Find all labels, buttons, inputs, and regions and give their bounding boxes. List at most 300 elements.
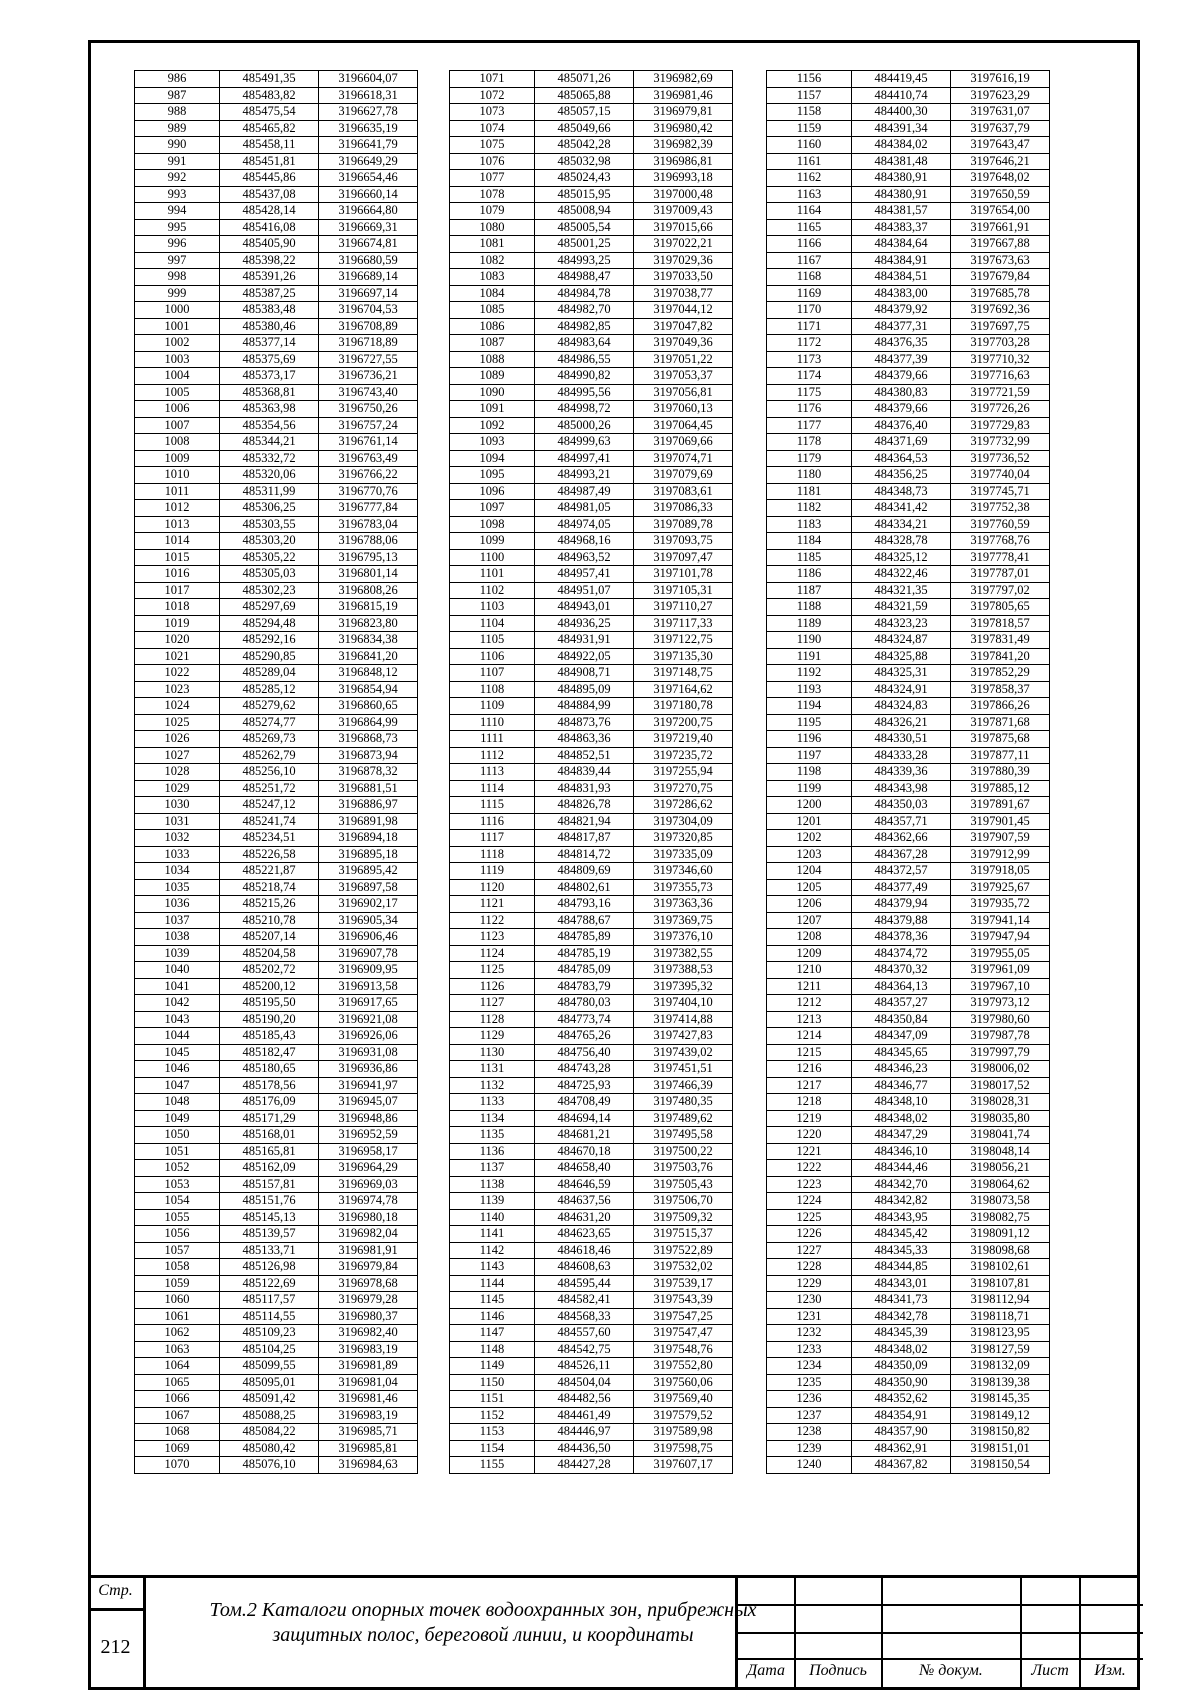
y-coordinate: 3197650,59 — [951, 186, 1050, 203]
y-coordinate: 3196808,26 — [319, 582, 418, 599]
table-row — [135, 533, 418, 550]
x-coordinate: 484330,51 — [852, 731, 951, 748]
y-coordinate: 3197569,40 — [634, 1391, 733, 1408]
y-coordinate: 3198150,54 — [951, 1457, 1050, 1474]
point-number: 1015 — [135, 549, 220, 566]
y-coordinate: 3196964,29 — [319, 1160, 418, 1177]
table-row — [135, 87, 418, 104]
y-coordinate: 3196750,26 — [319, 401, 418, 418]
y-coordinate: 3197022,21 — [634, 236, 733, 253]
table-row — [450, 747, 733, 764]
x-coordinate: 485001,25 — [535, 236, 634, 253]
x-coordinate: 485262,79 — [220, 747, 319, 764]
y-coordinate: 3197506,70 — [634, 1193, 733, 1210]
y-coordinate: 3197607,17 — [634, 1457, 733, 1474]
x-coordinate: 484908,71 — [535, 665, 634, 682]
x-coordinate: 484343,98 — [852, 780, 951, 797]
coordinate-table-1 — [134, 70, 418, 1474]
y-coordinate: 3196777,84 — [319, 500, 418, 517]
table-row — [135, 698, 418, 715]
y-coordinate: 3197667,88 — [951, 236, 1050, 253]
y-coordinate: 3196895,42 — [319, 863, 418, 880]
table-row — [767, 912, 1050, 929]
x-coordinate: 484350,84 — [852, 1011, 951, 1028]
table-row — [135, 945, 418, 962]
y-coordinate: 3197752,38 — [951, 500, 1050, 517]
date-column-label: Дата — [747, 1662, 785, 1679]
x-coordinate: 484347,29 — [852, 1127, 951, 1144]
table-row — [767, 417, 1050, 434]
point-number: 1102 — [450, 582, 535, 599]
x-coordinate: 485458,11 — [220, 137, 319, 154]
table-row — [450, 1242, 733, 1259]
x-coordinate: 484324,91 — [852, 681, 951, 698]
point-number: 1106 — [450, 648, 535, 665]
point-number: 1115 — [450, 797, 535, 814]
point-number: 1088 — [450, 351, 535, 368]
x-coordinate: 484831,93 — [535, 780, 634, 797]
table-row — [450, 87, 733, 104]
point-number: 1060 — [135, 1292, 220, 1309]
table-row — [135, 780, 418, 797]
y-coordinate: 3197589,98 — [634, 1424, 733, 1441]
y-coordinate: 3196982,39 — [634, 137, 733, 154]
table-row — [767, 615, 1050, 632]
table-row — [767, 747, 1050, 764]
point-number: 1013 — [135, 516, 220, 533]
table-row — [450, 1209, 733, 1226]
point-number: 1070 — [135, 1457, 220, 1474]
point-number: 1103 — [450, 599, 535, 616]
y-coordinate: 3196783,04 — [319, 516, 418, 533]
point-number: 1085 — [450, 302, 535, 319]
x-coordinate: 484379,66 — [852, 401, 951, 418]
y-coordinate: 3198041,74 — [951, 1127, 1050, 1144]
table-row — [135, 203, 418, 220]
x-coordinate: 485122,69 — [220, 1275, 319, 1292]
point-number: 1003 — [135, 351, 220, 368]
x-coordinate: 485215,26 — [220, 896, 319, 913]
table-row — [450, 1325, 733, 1342]
point-number: 1140 — [450, 1209, 535, 1226]
x-coordinate: 484993,21 — [535, 467, 634, 484]
x-coordinate: 484981,05 — [535, 500, 634, 517]
point-number: 1046 — [135, 1061, 220, 1078]
point-number: 1007 — [135, 417, 220, 434]
x-coordinate: 484391,34 — [852, 120, 951, 137]
y-coordinate: 3196868,73 — [319, 731, 418, 748]
y-coordinate: 3197388,53 — [634, 962, 733, 979]
table-row — [135, 104, 418, 121]
y-coordinate: 3196905,34 — [319, 912, 418, 929]
x-coordinate: 484376,40 — [852, 417, 951, 434]
table-row — [767, 698, 1050, 715]
x-coordinate: 485065,88 — [535, 87, 634, 104]
point-number: 1206 — [767, 896, 852, 913]
x-coordinate: 484990,82 — [535, 368, 634, 385]
point-number: 1191 — [767, 648, 852, 665]
table-row — [450, 780, 733, 797]
point-number: 1009 — [135, 450, 220, 467]
y-coordinate: 3197637,79 — [951, 120, 1050, 137]
point-number: 1181 — [767, 483, 852, 500]
x-coordinate: 484793,16 — [535, 896, 634, 913]
point-number: 1000 — [135, 302, 220, 319]
y-coordinate: 3197503,76 — [634, 1160, 733, 1177]
point-number: 1222 — [767, 1160, 852, 1177]
y-coordinate: 3197885,12 — [951, 780, 1050, 797]
x-coordinate: 484852,51 — [535, 747, 634, 764]
point-number: 1136 — [450, 1143, 535, 1160]
point-number: 1199 — [767, 780, 852, 797]
y-coordinate: 3197382,55 — [634, 945, 733, 962]
y-coordinate: 3197552,80 — [634, 1358, 733, 1375]
table-row — [767, 285, 1050, 302]
point-number: 1063 — [135, 1341, 220, 1358]
y-coordinate: 3196635,19 — [319, 120, 418, 137]
y-coordinate: 3198149,12 — [951, 1407, 1050, 1424]
x-coordinate: 484346,10 — [852, 1143, 951, 1160]
y-coordinate: 3197760,59 — [951, 516, 1050, 533]
y-coordinate: 3197500,22 — [634, 1143, 733, 1160]
point-number: 1221 — [767, 1143, 852, 1160]
point-number: 1196 — [767, 731, 852, 748]
point-number: 1215 — [767, 1044, 852, 1061]
point-number: 1187 — [767, 582, 852, 599]
document-title — [163, 1598, 803, 1648]
x-coordinate: 484963,52 — [535, 549, 634, 566]
table-row — [450, 566, 733, 583]
x-coordinate: 484357,27 — [852, 995, 951, 1012]
point-number: 1112 — [450, 747, 535, 764]
table-row — [135, 549, 418, 566]
x-coordinate: 485000,26 — [535, 417, 634, 434]
point-number: 1133 — [450, 1094, 535, 1111]
document-title-line-1: Том.2 Каталоги опорных точек водоохранных зон, прибрежных — [209, 1599, 757, 1621]
y-coordinate: 3196848,12 — [319, 665, 418, 682]
y-coordinate: 3196815,19 — [319, 599, 418, 616]
table-row — [135, 120, 418, 137]
point-number: 1154 — [450, 1440, 535, 1457]
y-coordinate: 3197961,09 — [951, 962, 1050, 979]
y-coordinate: 3198123,95 — [951, 1325, 1050, 1342]
table-row — [767, 1259, 1050, 1276]
point-number: 1038 — [135, 929, 220, 946]
table-row — [450, 1341, 733, 1358]
table-row — [767, 434, 1050, 451]
y-coordinate: 3196979,81 — [634, 104, 733, 121]
y-coordinate: 3197495,58 — [634, 1127, 733, 1144]
x-coordinate: 484381,57 — [852, 203, 951, 220]
point-number: 1223 — [767, 1176, 852, 1193]
table-row — [767, 681, 1050, 698]
table-row — [767, 533, 1050, 550]
x-coordinate: 484788,67 — [535, 912, 634, 929]
x-coordinate: 484321,59 — [852, 599, 951, 616]
y-coordinate: 3196981,04 — [319, 1374, 418, 1391]
table-row — [135, 896, 418, 913]
point-number: 1237 — [767, 1407, 852, 1424]
table-row — [135, 1011, 418, 1028]
point-number: 994 — [135, 203, 220, 220]
y-coordinate: 3198056,21 — [951, 1160, 1050, 1177]
table-row — [767, 830, 1050, 847]
table-row — [450, 995, 733, 1012]
y-coordinate: 3196641,79 — [319, 137, 418, 154]
table-row — [767, 269, 1050, 286]
table-row — [767, 1077, 1050, 1094]
x-coordinate: 485178,56 — [220, 1077, 319, 1094]
point-number: 1183 — [767, 516, 852, 533]
table-row — [767, 1391, 1050, 1408]
x-coordinate: 485428,14 — [220, 203, 319, 220]
x-coordinate: 485437,08 — [220, 186, 319, 203]
y-coordinate: 3197852,29 — [951, 665, 1050, 682]
coordinate-table-3 — [766, 70, 1050, 1474]
y-coordinate: 3197097,47 — [634, 549, 733, 566]
table-row — [135, 764, 418, 781]
table-row — [450, 1160, 733, 1177]
table-row — [767, 186, 1050, 203]
table-row — [135, 252, 418, 269]
table-row — [135, 1209, 418, 1226]
x-coordinate: 484357,90 — [852, 1424, 951, 1441]
x-coordinate: 484367,28 — [852, 846, 951, 863]
x-coordinate: 484325,31 — [852, 665, 951, 682]
change-column-label: Изм. — [1094, 1662, 1126, 1679]
x-coordinate: 484364,13 — [852, 978, 951, 995]
table-row — [135, 1044, 418, 1061]
y-coordinate: 3197866,26 — [951, 698, 1050, 715]
y-coordinate: 3196660,14 — [319, 186, 418, 203]
y-coordinate: 3197598,75 — [634, 1440, 733, 1457]
table-row — [767, 1358, 1050, 1375]
y-coordinate: 3198035,80 — [951, 1110, 1050, 1127]
y-coordinate: 3196860,65 — [319, 698, 418, 715]
y-coordinate: 3197049,36 — [634, 335, 733, 352]
x-coordinate: 484427,28 — [535, 1457, 634, 1474]
y-coordinate: 3197029,36 — [634, 252, 733, 269]
x-coordinate: 485218,74 — [220, 879, 319, 896]
y-coordinate: 3198151,01 — [951, 1440, 1050, 1457]
x-coordinate: 485165,81 — [220, 1143, 319, 1160]
table-row — [450, 797, 733, 814]
y-coordinate: 3197787,01 — [951, 566, 1050, 583]
point-number: 990 — [135, 137, 220, 154]
table-row — [767, 1143, 1050, 1160]
x-coordinate: 485168,01 — [220, 1127, 319, 1144]
x-coordinate: 484993,25 — [535, 252, 634, 269]
y-coordinate: 3197646,21 — [951, 153, 1050, 170]
x-coordinate: 484334,21 — [852, 516, 951, 533]
point-number: 1232 — [767, 1325, 852, 1342]
page-label: Стр. — [98, 1582, 133, 1599]
x-coordinate: 484380,83 — [852, 384, 951, 401]
y-coordinate: 3197797,02 — [951, 582, 1050, 599]
y-coordinate: 3197858,37 — [951, 681, 1050, 698]
y-coordinate: 3196788,06 — [319, 533, 418, 550]
x-coordinate: 484347,09 — [852, 1028, 951, 1045]
x-coordinate: 484324,87 — [852, 632, 951, 649]
y-coordinate: 3197047,82 — [634, 318, 733, 335]
x-coordinate: 484608,63 — [535, 1259, 634, 1276]
y-coordinate: 3196680,59 — [319, 252, 418, 269]
point-number: 1137 — [450, 1160, 535, 1177]
x-coordinate: 484350,03 — [852, 797, 951, 814]
table-row — [767, 566, 1050, 583]
table-row — [767, 1209, 1050, 1226]
x-coordinate: 485274,77 — [220, 714, 319, 731]
point-number: 1100 — [450, 549, 535, 566]
x-coordinate: 485008,94 — [535, 203, 634, 220]
x-coordinate: 484328,78 — [852, 533, 951, 550]
table-row — [767, 516, 1050, 533]
point-number: 1218 — [767, 1094, 852, 1111]
table-row — [135, 879, 418, 896]
table-row — [135, 1292, 418, 1309]
point-number: 1057 — [135, 1242, 220, 1259]
table-row — [135, 351, 418, 368]
y-coordinate: 3197355,73 — [634, 879, 733, 896]
y-coordinate: 3197539,17 — [634, 1275, 733, 1292]
x-coordinate: 485157,81 — [220, 1176, 319, 1193]
point-number: 1054 — [135, 1193, 220, 1210]
table-row — [767, 549, 1050, 566]
point-number: 1204 — [767, 863, 852, 880]
coordinate-table-2 — [449, 70, 733, 1474]
table-row — [135, 1440, 418, 1457]
table-row — [135, 1193, 418, 1210]
table-row — [450, 351, 733, 368]
x-coordinate: 485294,48 — [220, 615, 319, 632]
point-number: 987 — [135, 87, 220, 104]
table-row — [767, 384, 1050, 401]
point-number: 1031 — [135, 813, 220, 830]
point-number: 999 — [135, 285, 220, 302]
point-number: 1121 — [450, 896, 535, 913]
x-coordinate: 484999,63 — [535, 434, 634, 451]
x-coordinate: 485269,73 — [220, 731, 319, 748]
table-row — [767, 71, 1050, 88]
point-number: 993 — [135, 186, 220, 203]
y-coordinate: 3198145,35 — [951, 1391, 1050, 1408]
table-row — [450, 1226, 733, 1243]
x-coordinate: 485162,09 — [220, 1160, 319, 1177]
y-coordinate: 3197427,83 — [634, 1028, 733, 1045]
table-row — [450, 665, 733, 682]
point-number: 1202 — [767, 830, 852, 847]
table-row — [767, 764, 1050, 781]
point-number: 1198 — [767, 764, 852, 781]
table-row — [135, 1358, 418, 1375]
x-coordinate: 484381,48 — [852, 153, 951, 170]
x-coordinate: 485256,10 — [220, 764, 319, 781]
table-row — [767, 945, 1050, 962]
table-row — [135, 582, 418, 599]
x-coordinate: 485210,78 — [220, 912, 319, 929]
point-number: 1239 — [767, 1440, 852, 1457]
table-row — [135, 929, 418, 946]
y-coordinate: 3196834,38 — [319, 632, 418, 649]
y-coordinate: 3196921,08 — [319, 1011, 418, 1028]
point-number: 1101 — [450, 566, 535, 583]
table-row — [135, 665, 418, 682]
y-coordinate: 3198102,61 — [951, 1259, 1050, 1276]
table-row — [135, 71, 418, 88]
x-coordinate: 485383,48 — [220, 302, 319, 319]
point-number: 1203 — [767, 846, 852, 863]
point-number: 1240 — [767, 1457, 852, 1474]
point-number: 1184 — [767, 533, 852, 550]
table-row — [767, 203, 1050, 220]
point-number: 1051 — [135, 1143, 220, 1160]
sheet-column-label: Лист — [1031, 1662, 1069, 1679]
table-row — [450, 912, 733, 929]
y-coordinate: 3197623,29 — [951, 87, 1050, 104]
table-row — [767, 1308, 1050, 1325]
table-row — [767, 731, 1050, 748]
point-number: 1214 — [767, 1028, 852, 1045]
point-number: 1149 — [450, 1358, 535, 1375]
x-coordinate: 484321,35 — [852, 582, 951, 599]
table-row — [135, 714, 418, 731]
table-row — [450, 1275, 733, 1292]
table-row — [450, 681, 733, 698]
x-coordinate: 484526,11 — [535, 1358, 634, 1375]
point-number: 1174 — [767, 368, 852, 385]
table-row — [135, 1325, 418, 1342]
point-number: 1093 — [450, 434, 535, 451]
y-coordinate: 3196897,58 — [319, 879, 418, 896]
point-number: 1155 — [450, 1457, 535, 1474]
y-coordinate: 3198107,81 — [951, 1275, 1050, 1292]
table-row — [450, 846, 733, 863]
x-coordinate: 485373,17 — [220, 368, 319, 385]
x-coordinate: 484646,59 — [535, 1176, 634, 1193]
y-coordinate: 3197060,13 — [634, 401, 733, 418]
point-number: 1151 — [450, 1391, 535, 1408]
point-number: 1097 — [450, 500, 535, 517]
point-number: 1080 — [450, 219, 535, 236]
y-coordinate: 3197346,60 — [634, 863, 733, 880]
point-number: 992 — [135, 170, 220, 187]
x-coordinate: 484376,35 — [852, 335, 951, 352]
x-coordinate: 484922,05 — [535, 648, 634, 665]
x-coordinate: 485416,08 — [220, 219, 319, 236]
point-number: 1170 — [767, 302, 852, 319]
y-coordinate: 3197369,75 — [634, 912, 733, 929]
x-coordinate: 485200,12 — [220, 978, 319, 995]
point-number: 1072 — [450, 87, 535, 104]
point-number: 1211 — [767, 978, 852, 995]
y-coordinate: 3197200,75 — [634, 714, 733, 731]
y-coordinate: 3197051,22 — [634, 351, 733, 368]
table-row — [450, 830, 733, 847]
x-coordinate: 484873,76 — [535, 714, 634, 731]
x-coordinate: 484356,25 — [852, 467, 951, 484]
point-number: 1212 — [767, 995, 852, 1012]
y-coordinate: 3197335,09 — [634, 846, 733, 863]
x-coordinate: 485465,82 — [220, 120, 319, 137]
y-coordinate: 3197083,61 — [634, 483, 733, 500]
point-number: 1171 — [767, 318, 852, 335]
table-row — [450, 1110, 733, 1127]
y-coordinate: 3197532,02 — [634, 1259, 733, 1276]
table-row — [450, 153, 733, 170]
y-coordinate: 3197918,05 — [951, 863, 1050, 880]
point-number: 1092 — [450, 417, 535, 434]
y-coordinate: 3196902,17 — [319, 896, 418, 913]
